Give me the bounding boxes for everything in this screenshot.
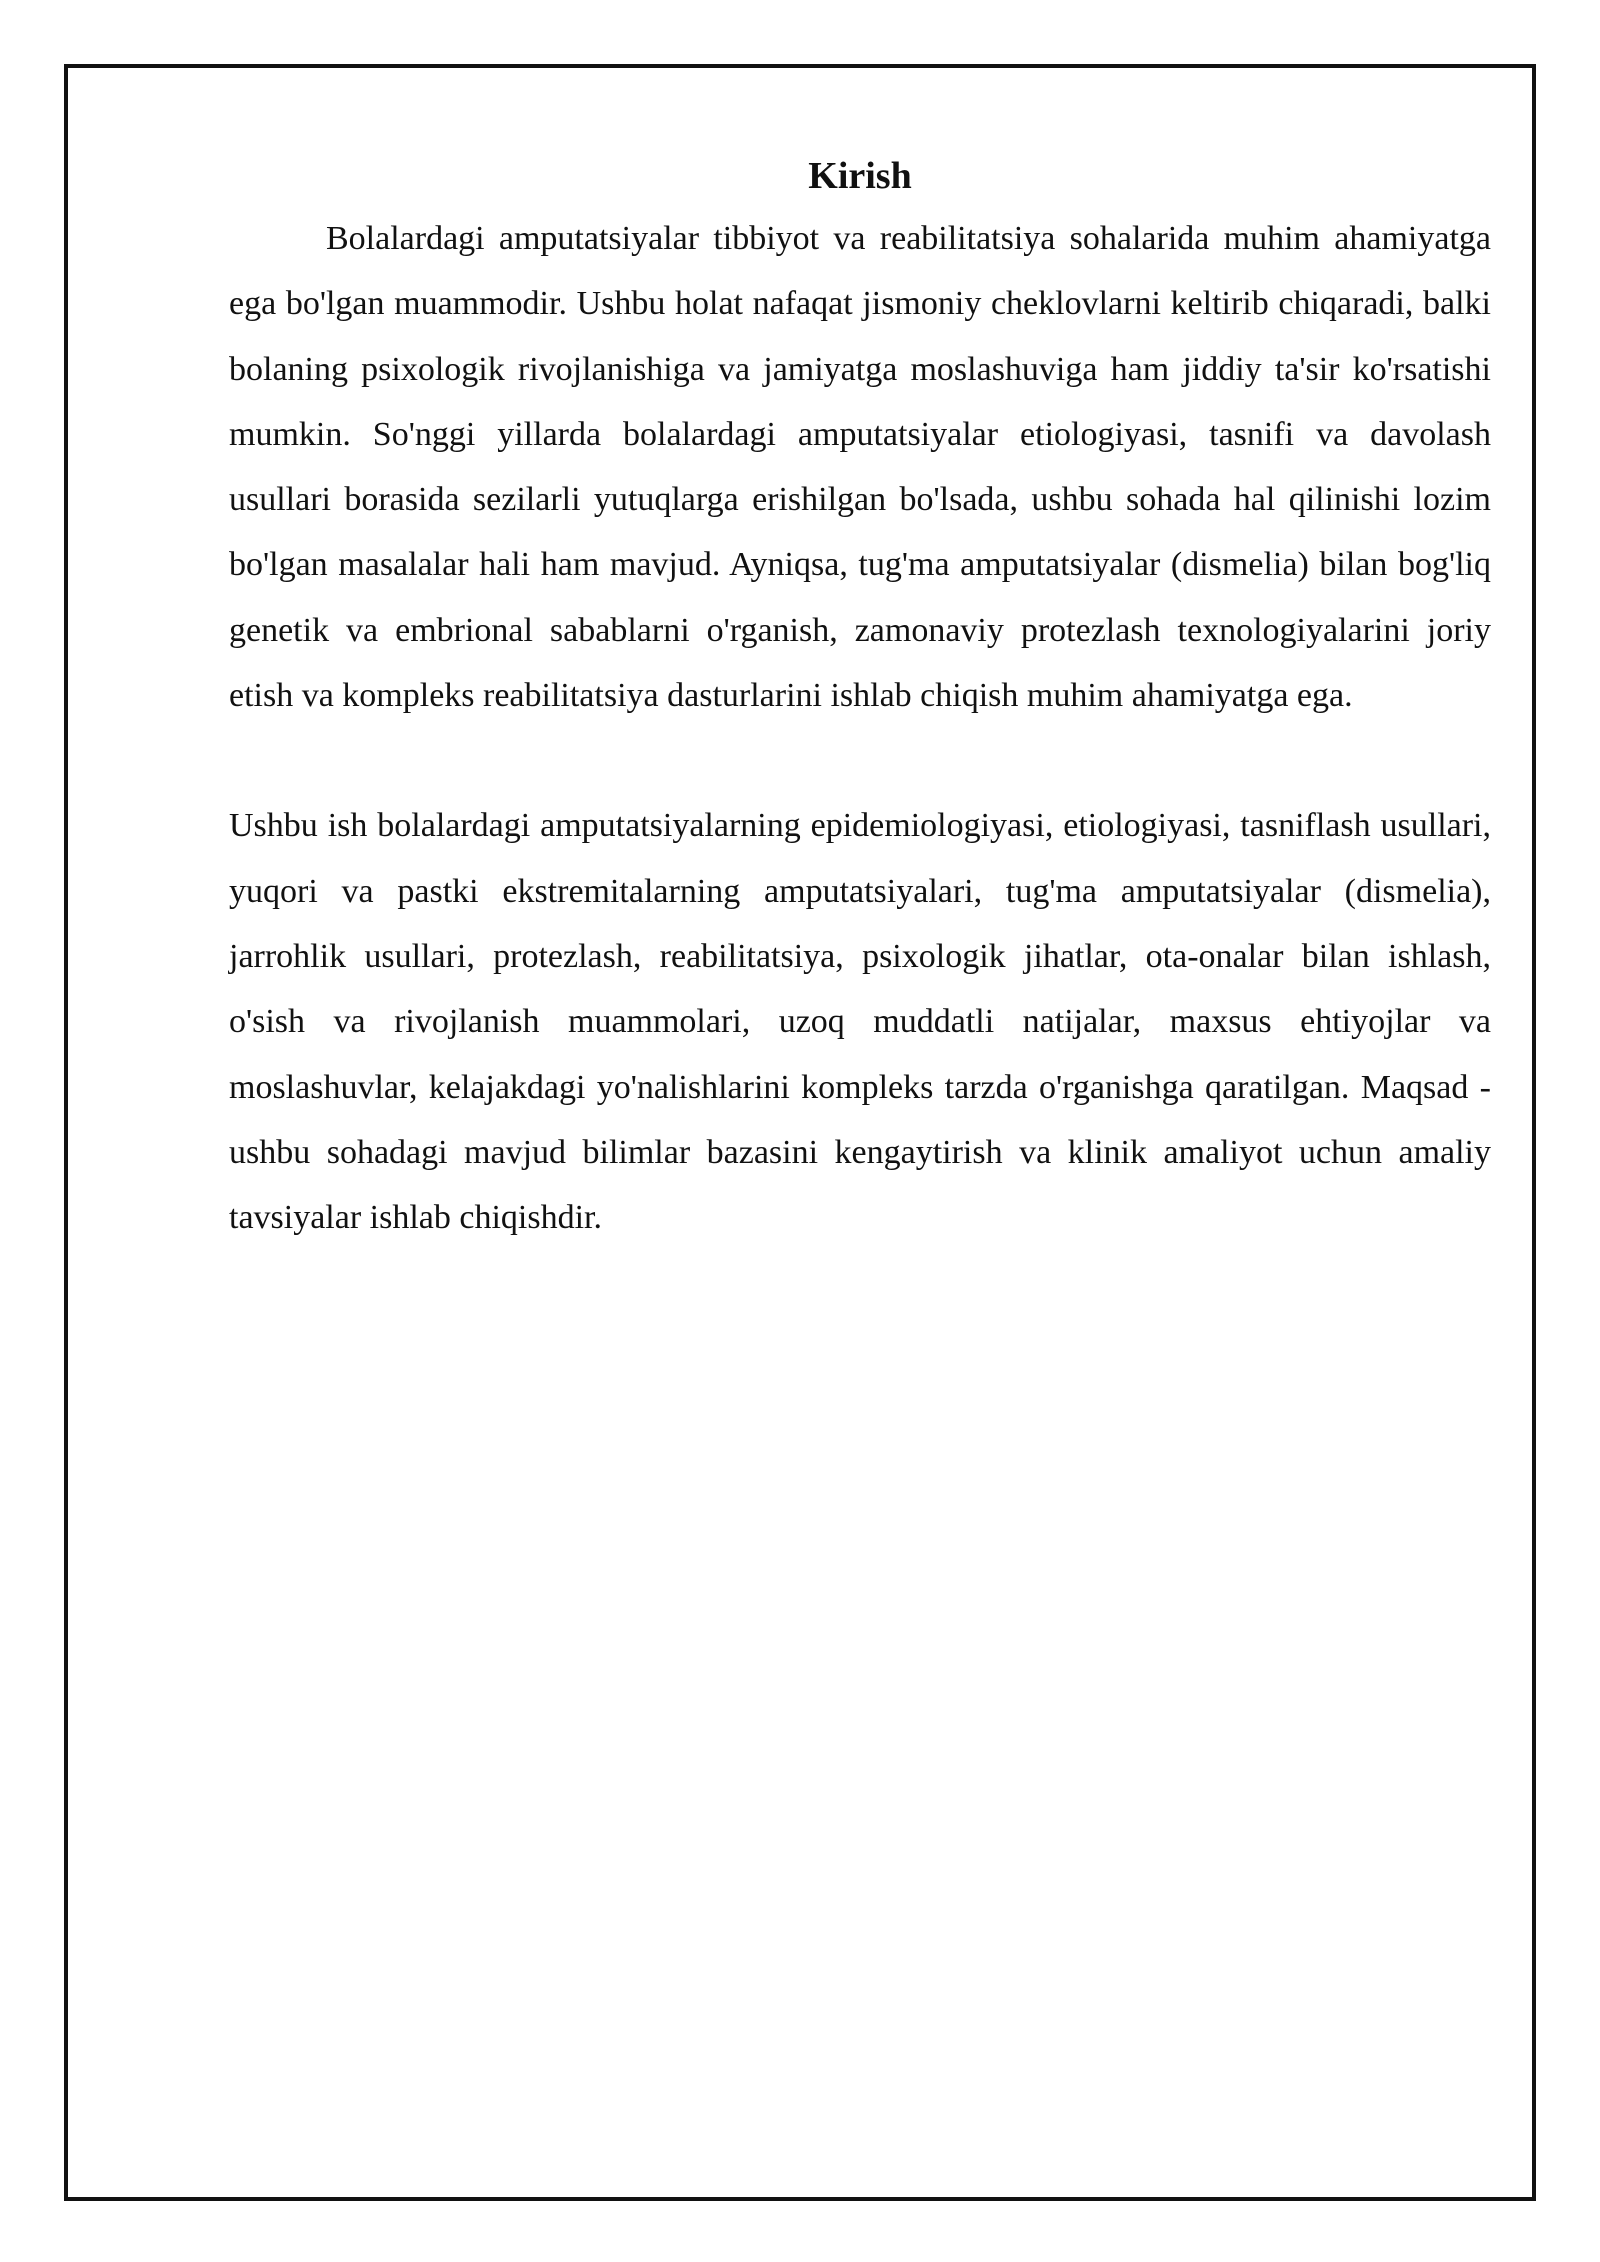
- document-body: [229, 150, 1491, 1250]
- section-title: Kirish: [808, 155, 912, 197]
- paragraph-spacer: [229, 728, 1491, 793]
- paragraph-scope: Ushbu ish bolalardagi amputatsiyalarning epidemiologiyasi, etiologiyasi, tasniflash usullari, yuqori va pastki ekstremitalarning amputatsiyalari, tug'ma amputatsiyalar (dismelia), jarrohlik usullari, protezlash, reabilitatsiya, psixologik jihatlar, ota-onalar bilan ishlash, o'sish va rivojlanish muammolari, uzoq muddatli natijalar, maxsus ehtiyojlar va moslashuvlar, kelajakdagi yo'nalishlarini kompleks tarzda o'rganishga qaratilgan. Maqsad - ushbu sohadagi mavjud bilimlar bazasini kengaytirish va klinik amaliyot uchun amaliy tavsiyalar ishlab chiqishdir.: [229, 807, 1491, 1237]
- paragraph-intro: Bolalardagi amputatsiyalar tibbiyot va reabilitatsiya sohalarida muhim ahamiyatga ega bo'lgan muammodir. Ushbu holat nafaqat jismoniy cheklovlarni keltirib chiqaradi, balki bolaning psixologik rivojlanishiga va jamiyatga moslashuviga ham jiddiy ta'sir ko'rsatishi mumkin. So'nggi yillarda bolalardagi amputatsiyalar etiologiyasi, tasnifi va davolash usullari borasida sezilarli yutuqlarga erishilgan bo'lsada, ushbu sohada hal qilinishi lozim bo'lgan masalalar hali ham mavjud. Ayniqsa, tug'ma amputatsiyalar (dismelia) bilan bog'liq genetik va embrional sabablarni o'rganish, zamonaviy protezlash texnologiyalarini joriy etish va kompleks reabilitatsiya dasturlarini ishlab chiqish muhim ahamiyatga ega.: [229, 220, 1491, 715]
